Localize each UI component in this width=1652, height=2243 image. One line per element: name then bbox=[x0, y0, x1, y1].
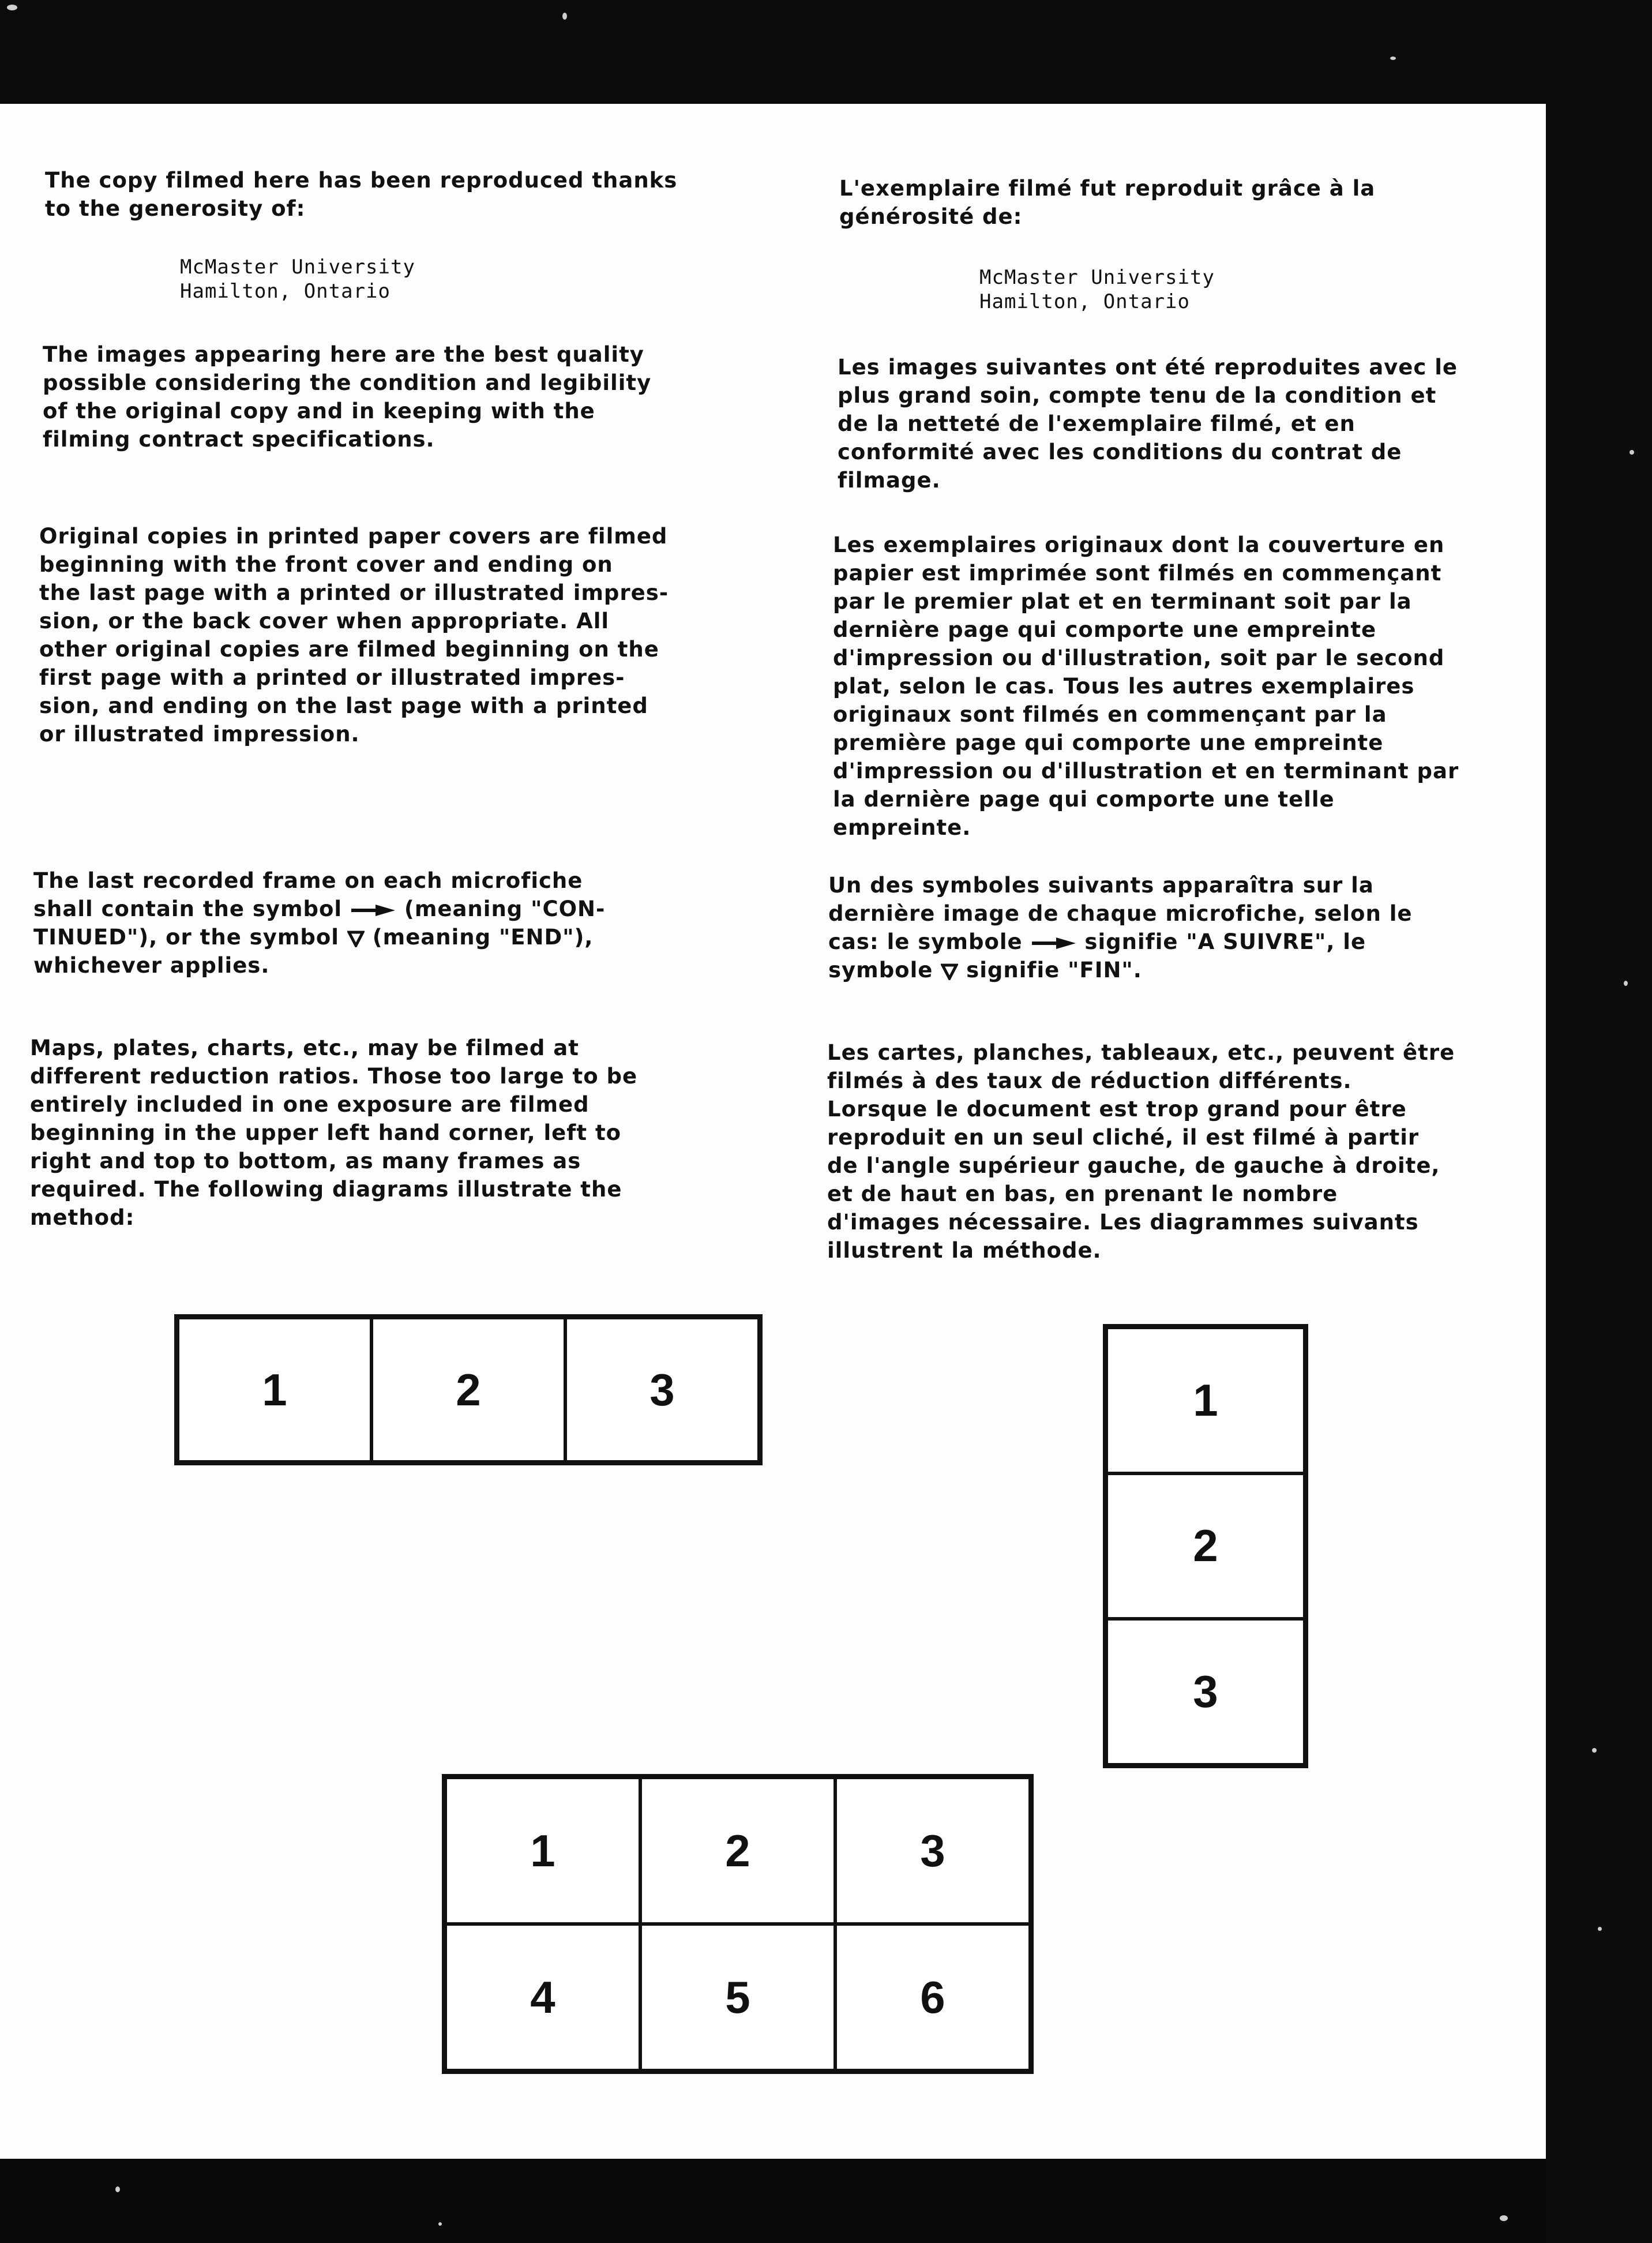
symbols-fr-text: symbole bbox=[828, 958, 933, 982]
frame-cell: 1 bbox=[445, 1777, 640, 1924]
quality-en-line: filming contract specifications. bbox=[43, 427, 435, 452]
institution-en bbox=[180, 255, 415, 303]
thanks-en bbox=[45, 166, 677, 223]
quality-fr-line: de la netteté de l'exemplaire filmé, et en bbox=[838, 411, 1356, 436]
covers-fr-line: plat, selon le cas. Tous les autres exemplaires bbox=[833, 674, 1415, 699]
institution-name: McMaster University bbox=[979, 266, 1215, 289]
frame-cell: 3 bbox=[835, 1777, 1030, 1924]
covers-fr-line: la dernière page qui comporte une telle bbox=[833, 787, 1335, 812]
maps-fr-line: illustrent la méthode. bbox=[827, 1238, 1102, 1263]
covers-en-line: other original copies are filmed beginning on the bbox=[39, 637, 659, 662]
frame-cell: 4 bbox=[445, 1924, 640, 2071]
covers-fr-line: originaux sont filmés en commençant par la bbox=[833, 702, 1387, 727]
covers-fr-line: empreinte. bbox=[833, 815, 971, 840]
scan-border-bottom bbox=[0, 2159, 1546, 2243]
symbols-en-line: The last recorded frame on each microfiche bbox=[33, 868, 583, 893]
quality-en-line: possible considering the condition and legibility bbox=[43, 370, 652, 395]
grid-diagram bbox=[442, 1774, 1034, 2074]
institution-city: Hamilton, Ontario bbox=[180, 280, 391, 303]
quality-en-line: The images appearing here are the best quality bbox=[43, 342, 644, 367]
covers-fr-line: papier est imprimée sont filmés en commençant bbox=[833, 561, 1442, 586]
symbols-en-line bbox=[33, 923, 605, 951]
covers-fr-line: Les exemplaires originaux dont la couverture en bbox=[833, 532, 1445, 557]
symbols-fr-line: dernière image de chaque microfiche, selon le bbox=[828, 901, 1413, 926]
symbols-fr-line bbox=[828, 956, 1412, 984]
quality-en bbox=[43, 340, 651, 453]
symbols-en-line bbox=[33, 895, 605, 923]
symbols-fr-text: cas: le symbole bbox=[828, 929, 1023, 954]
quality-fr-line: filmage. bbox=[838, 468, 941, 493]
maps-fr bbox=[827, 1038, 1455, 1265]
thanks-en-line: The copy filmed here has been reproduced thanks bbox=[45, 168, 678, 193]
quality-fr-line: conformité avec les conditions du contrat de bbox=[838, 440, 1402, 464]
triangle-down-icon bbox=[347, 930, 365, 947]
triangle-down-icon bbox=[941, 963, 958, 980]
quality-en-line: of the original copy and in keeping with the bbox=[43, 399, 595, 423]
frame-cell: 2 bbox=[371, 1318, 565, 1462]
covers-en-line: Original copies in printed paper covers are filmed bbox=[39, 524, 668, 549]
frame-cell: 5 bbox=[640, 1924, 835, 2071]
frame-cell: 6 bbox=[835, 1924, 1030, 2071]
maps-en-line: Maps, plates, charts, etc., may be filmed at bbox=[30, 1036, 579, 1060]
scan-border-right bbox=[1546, 98, 1652, 2243]
thanks-fr bbox=[839, 174, 1375, 231]
symbols-en-line: whichever applies. bbox=[33, 953, 270, 978]
maps-fr-line: filmés à des taux de réduction différents. bbox=[827, 1068, 1352, 1093]
covers-en-line: sion, or the back cover when appropriate. All bbox=[39, 609, 610, 633]
covers-en-line: first page with a printed or illustrated impres- bbox=[39, 665, 625, 690]
covers-en-line: the last page with a printed or illustrated impres- bbox=[39, 580, 669, 605]
maps-en bbox=[30, 1034, 637, 1232]
maps-fr-line: et de haut en bas, en prenant le nombre bbox=[827, 1181, 1338, 1206]
maps-en-line: entirely included in one exposure are filmed bbox=[30, 1092, 590, 1117]
institution-city: Hamilton, Ontario bbox=[979, 290, 1190, 313]
maps-en-line: beginning in the upper left hand corner, left to bbox=[30, 1120, 622, 1145]
covers-en bbox=[39, 522, 669, 748]
symbols-fr-text: signifie "FIN". bbox=[966, 958, 1142, 982]
maps-fr-line: de l'angle supérieur gauche, de gauche à droite, bbox=[827, 1153, 1440, 1178]
covers-fr bbox=[833, 531, 1459, 842]
covers-fr-line: dernière page qui comporte une empreinte bbox=[833, 617, 1377, 642]
symbols-en-text: TINUED"), or the symbol bbox=[33, 925, 339, 950]
horizontal-strip-diagram bbox=[174, 1314, 763, 1465]
symbols-fr bbox=[828, 871, 1412, 984]
covers-fr-line: d'impression ou d'illustration, soit par le second bbox=[833, 646, 1445, 670]
institution-name: McMaster University bbox=[180, 256, 415, 279]
symbols-fr-line: Un des symboles suivants apparaîtra sur la bbox=[828, 873, 1374, 898]
frame-cell: 3 bbox=[565, 1318, 759, 1462]
symbols-en-text: shall contain the symbol bbox=[33, 897, 343, 921]
frame-cell: 2 bbox=[1106, 1473, 1305, 1619]
maps-fr-line: Lorsque le document est trop grand pour être bbox=[827, 1097, 1407, 1122]
maps-en-line: different reduction ratios. Those too large to be bbox=[30, 1064, 638, 1089]
thanks-en-line: to the generosity of: bbox=[45, 196, 306, 221]
quality-fr-line: plus grand soin, compte tenu de la condition et bbox=[838, 383, 1437, 408]
covers-fr-line: première page qui comporte une empreinte bbox=[833, 730, 1384, 755]
maps-en-line: method: bbox=[30, 1205, 135, 1230]
symbols-en bbox=[33, 867, 605, 980]
frame-cell: 1 bbox=[178, 1318, 371, 1462]
frame-cell: 3 bbox=[1106, 1619, 1305, 1765]
maps-fr-line: d'images nécessaire. Les diagrammes suivants bbox=[827, 1210, 1419, 1235]
covers-fr-line: d'impression ou d'illustration et en terminant par bbox=[833, 759, 1459, 783]
covers-en-line: beginning with the front cover and ending on bbox=[39, 552, 613, 577]
symbols-en-text: (meaning "CON- bbox=[404, 897, 606, 921]
covers-en-line: or illustrated impression. bbox=[39, 722, 360, 747]
vertical-strip-diagram bbox=[1103, 1324, 1308, 1768]
institution-fr bbox=[979, 265, 1215, 314]
scanned-page bbox=[0, 104, 1546, 2159]
maps-fr-line: Les cartes, planches, tableaux, etc., peuvent être bbox=[827, 1040, 1455, 1065]
symbols-fr-line bbox=[828, 928, 1412, 956]
quality-fr bbox=[838, 353, 1458, 494]
arrow-right-icon bbox=[1031, 936, 1077, 950]
covers-en-line: sion, and ending on the last page with a printed bbox=[39, 693, 648, 718]
thanks-fr-line: L'exemplaire filmé fut reproduit grâce à la bbox=[839, 176, 1376, 201]
frame-cell: 2 bbox=[640, 1777, 835, 1924]
arrow-right-icon bbox=[350, 903, 396, 917]
covers-fr-line: par le premier plat et en terminant soit par la bbox=[833, 589, 1412, 614]
quality-fr-line: Les images suivantes ont été reproduites avec le bbox=[838, 355, 1458, 380]
maps-fr-line: reproduit en un seul cliché, il est filmé à partir bbox=[827, 1125, 1420, 1150]
frame-cell: 1 bbox=[1106, 1327, 1305, 1473]
maps-en-line: right and top to bottom, as many frames as bbox=[30, 1149, 581, 1173]
thanks-fr-line: générosité de: bbox=[839, 204, 1023, 229]
symbols-fr-text: signifie "A SUIVRE", le bbox=[1084, 929, 1366, 954]
maps-en-line: required. The following diagrams illustrate the bbox=[30, 1177, 622, 1202]
symbols-en-text: (meaning "END"), bbox=[372, 925, 594, 950]
